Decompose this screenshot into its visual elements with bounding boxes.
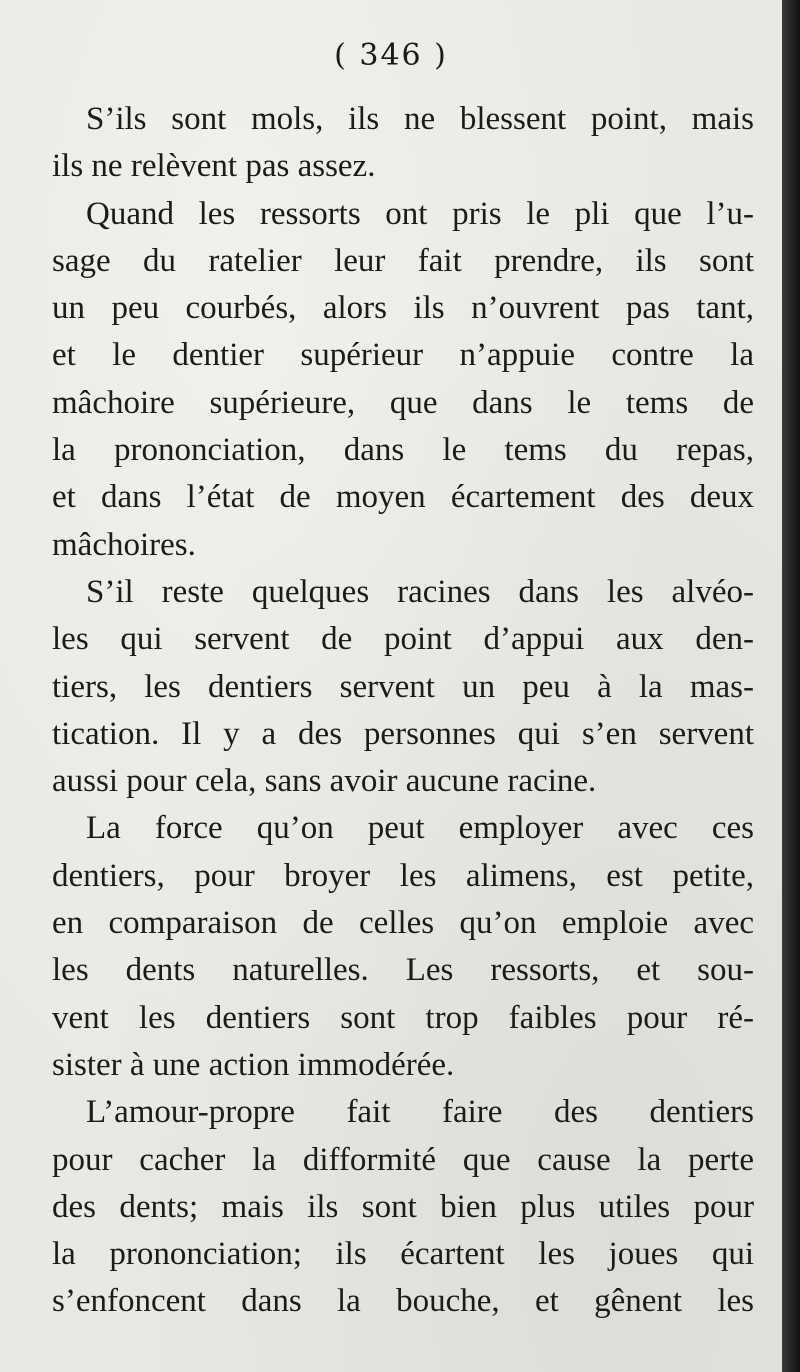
text-line: sister à une action immodérée. (52, 1046, 455, 1083)
text-line: tication. Il y a des personnes qui s’en servent (52, 715, 754, 752)
page-text (52, 96, 754, 1326)
text-line: les dents naturelles. Les ressorts, et sou- (52, 952, 754, 989)
text-line: vent les dentiers sont trop faibles pour ré- (52, 999, 754, 1036)
text-line: mâchoire supérieure, que dans le tems de (52, 384, 754, 421)
text-line: la prononciation, dans le tems du repas, (52, 432, 754, 469)
text-line: ils ne relèvent pas assez. (52, 148, 376, 185)
text-line: les qui servent de point d’appui aux den- (52, 621, 754, 658)
text-line: tiers, les dentiers servent un peu à la mas- (52, 668, 754, 705)
page-edge-shadow (782, 0, 800, 1372)
text-line: sage du ratelier leur fait prendre, ils sont (52, 242, 754, 279)
text-line: La force qu’on peut employer avec ces (86, 810, 754, 847)
text-line: en comparaison de celles qu’on emploie avec (52, 905, 754, 942)
text-line: mâchoires. (52, 526, 196, 563)
text-line: Quand les ressorts ont pris le pli que l’u- (86, 195, 754, 232)
text-line: s’enfoncent dans la bouche, et gênent les (52, 1283, 754, 1320)
page-number: ( 346 ) (334, 38, 448, 73)
text-line: un peu courbés, alors ils n’ouvrent pas tant, (52, 290, 754, 327)
text-line: la prononciation; ils écartent les joues qui (52, 1236, 754, 1273)
text-line: et dans l’état de moyen écartement des deux (52, 479, 754, 516)
text-line: aussi pour cela, sans avoir aucune racine. (52, 763, 597, 800)
text-line: L’amour-propre fait faire des dentiers (86, 1094, 754, 1131)
text-line: dentiers, pour broyer les alimens, est petite, (52, 857, 754, 894)
text-line: des dents; mais ils sont bien plus utiles pour (52, 1188, 754, 1225)
text-line: et le dentier supérieur n’appuie contre la (52, 337, 754, 374)
text-line: S’ils sont mols, ils ne blessent point, mais (86, 101, 754, 137)
text-line: S’il reste quelques racines dans les alvéo- (86, 573, 754, 610)
text-line: pour cacher la difformité que cause la perte (52, 1141, 754, 1178)
